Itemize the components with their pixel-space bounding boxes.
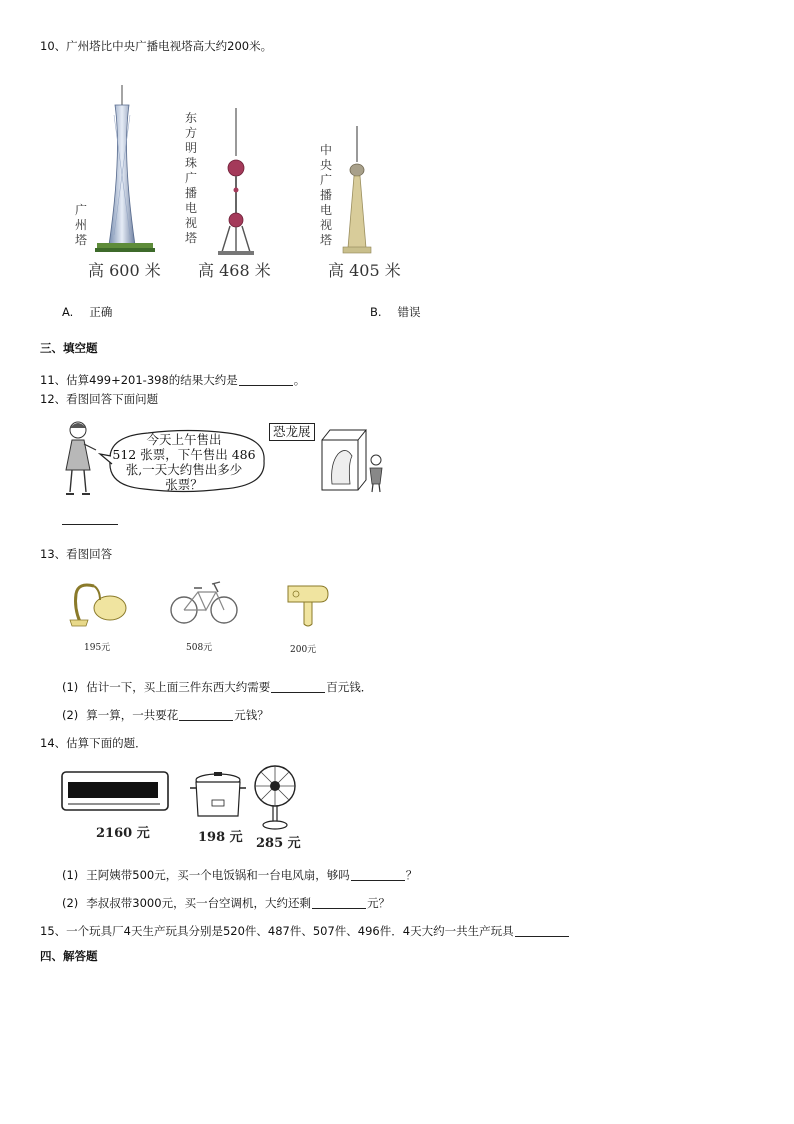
bubble-line-1: 今天上午售出 (146, 432, 222, 447)
bubble-line-3: 张,一天大约售出多少 (125, 462, 243, 477)
part-text: 王阿姨带500元，买一个电饭锅和一台电风扇，够吗 (86, 868, 350, 882)
part-text-end: 百元钱． (326, 680, 373, 694)
question-13-part-1 (62, 679, 372, 695)
part-number: (2) (62, 708, 79, 722)
cctv-tower-label: 中央广播电视塔 (319, 143, 332, 247)
canton-tower-label: 广州塔 (74, 203, 87, 247)
air-conditioner-price: 2160 元 (96, 826, 150, 841)
part-number: (1) (62, 868, 79, 882)
option-b[interactable] (370, 304, 421, 320)
hair-dryer-price: 200元 (290, 645, 317, 655)
bicycle-image (168, 576, 240, 628)
option-b-text: 错误 (397, 305, 421, 319)
question-14-part-1 (62, 867, 417, 883)
rice-cooker-price: 198 元 (198, 830, 243, 845)
option-a-letter: A. (62, 305, 74, 319)
electric-fan-price: 285 元 (256, 836, 301, 851)
bubble-line-2: 512 张票，下午售出 486 (112, 447, 256, 462)
hair-dryer-image (284, 580, 330, 630)
part-text-end: ？ (405, 868, 418, 882)
canton-tower-image (95, 85, 157, 255)
question-10-text: 10、广州塔比中央广播电视塔高大约200米。 (40, 39, 273, 53)
electric-fan-image (252, 764, 298, 830)
oriental-pearl-tower-label: 东方明珠广播电视塔 (184, 111, 197, 245)
part-text: 算一算，一共要花 (86, 708, 179, 722)
option-a-text: 正确 (89, 305, 113, 319)
cctv-tower-image (340, 126, 374, 256)
speech-bubble-text (106, 432, 262, 492)
question-15-text: 15、一个玩具厂4天生产玩具分别是520件、487件、507件、496件．4天大约一共生产玩具 (40, 924, 514, 938)
bicycle-price: 508元 (186, 643, 213, 653)
dinosaur-exhibit-illustration (318, 424, 390, 494)
part-text-end: 元钱？ (234, 708, 269, 722)
part-number: (2) (62, 896, 79, 910)
section-4-heading: 四、解答题 (40, 949, 98, 963)
question-14-2-blank[interactable] (312, 896, 366, 909)
question-13-text: 13、看图回答 (40, 547, 113, 561)
air-conditioner-image (60, 768, 172, 814)
part-text: 估计一下，买上面三件东西大约需要 (86, 680, 271, 694)
question-13-part-2 (62, 707, 269, 723)
question-13-2-blank[interactable] (179, 708, 233, 721)
question-12-answer-blank[interactable] (62, 512, 118, 525)
option-a[interactable] (62, 304, 112, 320)
question-14-part-2 (62, 895, 390, 911)
question-11-text: 11、估算499+201-398的结果大约是 (40, 373, 238, 387)
question-13-1-blank[interactable] (271, 680, 325, 693)
girl-illustration (58, 420, 100, 498)
vacuum-price: 195元 (84, 643, 111, 653)
bubble-line-4: 张票？ (165, 477, 203, 492)
option-b-letter: B. (370, 305, 382, 319)
vacuum-cleaner-image (64, 578, 128, 628)
part-number: (1) (62, 680, 79, 694)
question-11 (40, 372, 305, 388)
question-11-blank[interactable] (239, 373, 293, 386)
rice-cooker-image (188, 770, 248, 822)
section-3-heading: 三、填空题 (40, 341, 98, 355)
question-14-1-blank[interactable] (351, 868, 405, 881)
part-text: 李叔叔带3000元，买一台空调机，大约还剩 (86, 896, 312, 910)
oriental-pearl-tower-height: 高 468 米 (198, 261, 271, 280)
question-15 (40, 923, 570, 939)
question-14-text: 14、估算下面的题． (40, 736, 147, 750)
question-11-end: 。 (293, 373, 306, 387)
cctv-tower-height: 高 405 米 (328, 261, 401, 280)
oriental-pearl-tower-image (218, 108, 254, 256)
question-15-blank[interactable] (515, 924, 569, 937)
question-12-text: 12、看图回答下面问题 (40, 392, 159, 406)
canton-tower-height: 高 600 米 (88, 261, 161, 280)
dinosaur-exhibition-sign: 恐龙展 (269, 423, 315, 441)
part-text-end: 元？ (367, 896, 391, 910)
